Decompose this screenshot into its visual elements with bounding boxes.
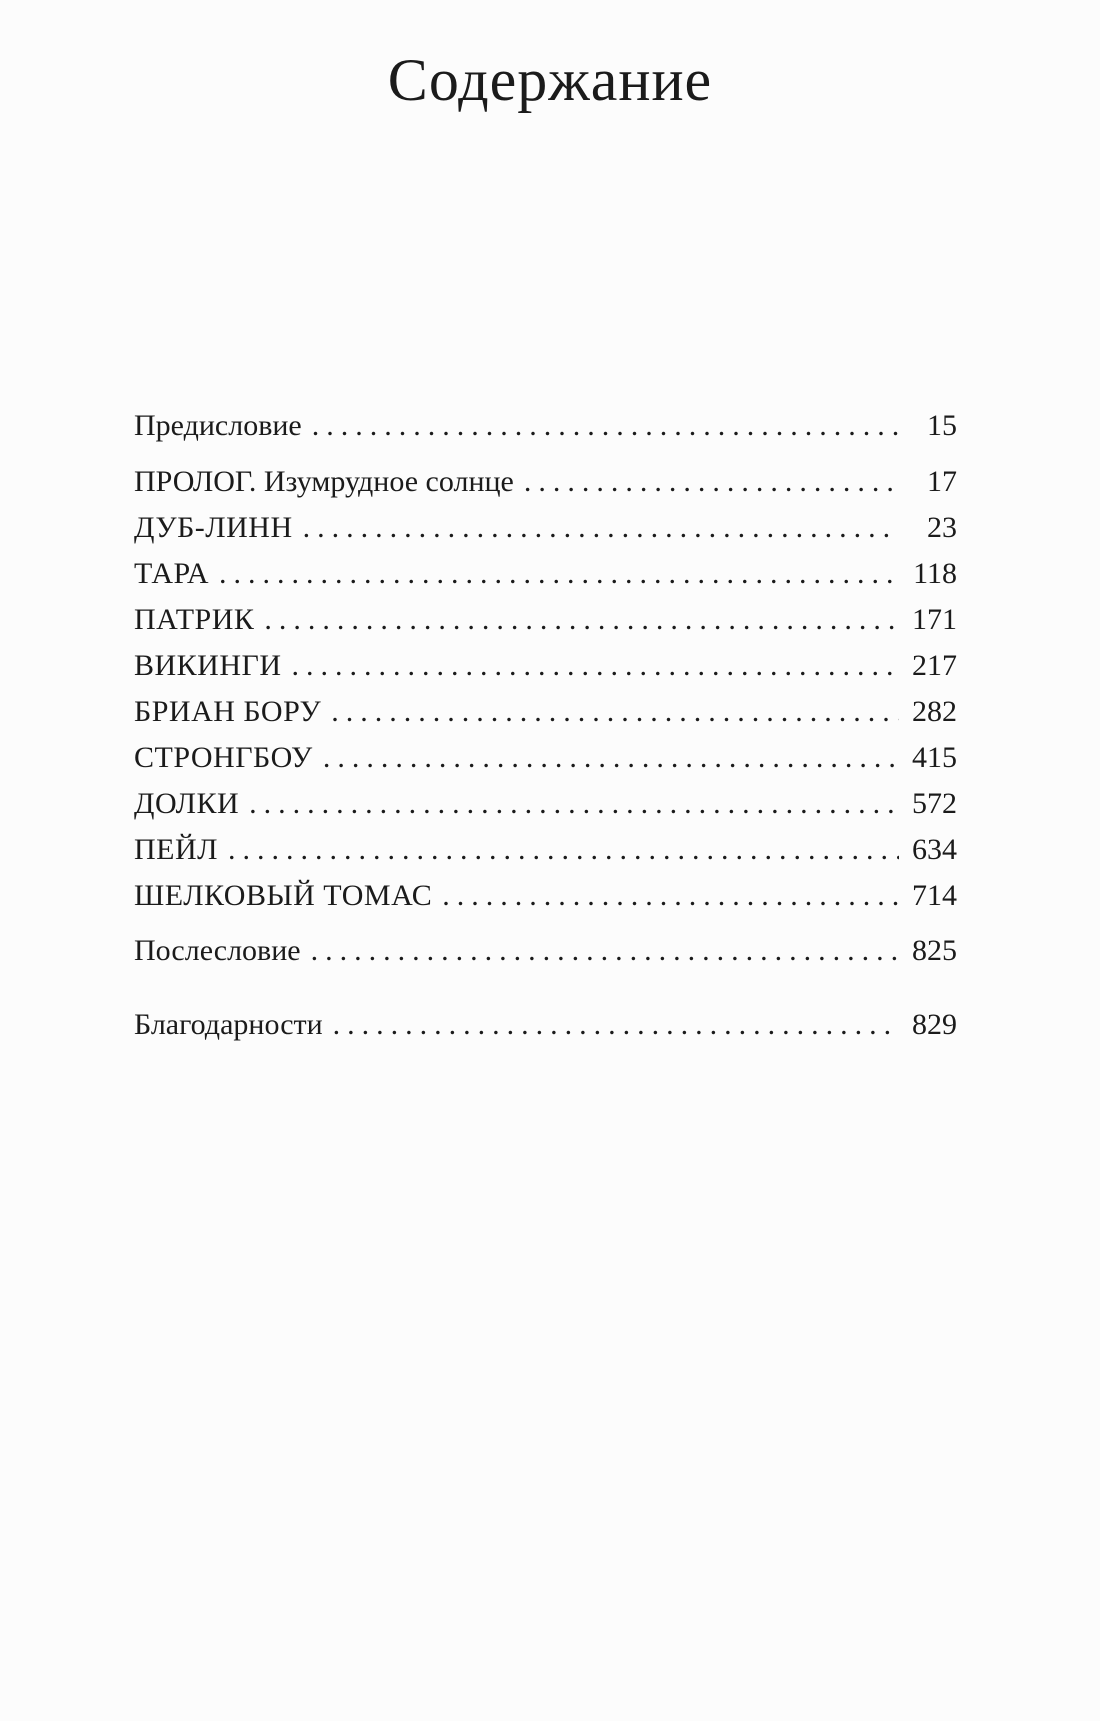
dot-leader <box>331 689 899 735</box>
toc-entry-label: Послесловие <box>134 934 301 967</box>
dot-leader <box>292 643 899 689</box>
toc-entry-page: 714 <box>912 879 957 912</box>
toc-entry-label: ТАРА <box>134 557 210 590</box>
dot-leader <box>219 551 899 597</box>
dot-leader <box>442 873 899 919</box>
page-title: Содержание <box>387 47 713 113</box>
dot-leader <box>303 505 899 551</box>
toc-entry-page: 23 <box>927 511 957 544</box>
toc-entry-page: 634 <box>912 833 957 866</box>
dot-leader <box>264 597 899 643</box>
dot-leader <box>333 1002 899 1048</box>
dot-leader <box>311 928 899 974</box>
toc-entry-page: 118 <box>913 557 957 590</box>
toc-entry-page: 17 <box>927 465 957 498</box>
toc-entry-page: 825 <box>912 934 957 967</box>
toc-entry-label: ПАТРИК <box>134 603 255 636</box>
toc-entry-label: ПЕЙЛ <box>134 833 219 866</box>
toc-entry-page: 829 <box>912 1008 957 1041</box>
toc-entry-label: ВИКИНГИ <box>134 649 282 682</box>
toc-entry <box>134 403 957 449</box>
dot-leader <box>312 403 899 449</box>
dot-leader <box>524 459 899 505</box>
toc-entry-page: 15 <box>927 409 957 442</box>
toc-entry <box>134 597 957 643</box>
dot-leader <box>323 735 899 781</box>
toc-entry-page: 415 <box>912 741 957 774</box>
dot-leader <box>228 827 899 873</box>
toc-entry-label: Благодарности <box>134 1008 323 1041</box>
toc-entry-label: БРИАН БОРУ <box>134 695 322 728</box>
toc-entry <box>134 928 957 974</box>
toc-entry <box>134 505 957 551</box>
dot-leader <box>249 781 899 827</box>
toc-entry-page: 217 <box>912 649 957 682</box>
toc-entry-label: ШЕЛКОВЫЙ ТОМАС <box>134 879 433 912</box>
toc-entry <box>134 459 957 505</box>
toc-entry-label: СТРОНГБОУ <box>134 741 313 774</box>
toc-entry-page: 171 <box>912 603 957 636</box>
table-of-contents <box>134 403 957 1048</box>
toc-entry-page: 282 <box>912 695 957 728</box>
toc-entry-label: ДОЛКИ <box>134 787 240 820</box>
toc-entry <box>134 551 957 597</box>
toc-entry-page: 572 <box>912 787 957 820</box>
toc-entry <box>134 1002 957 1048</box>
toc-entry-label: Предисловие <box>134 409 302 442</box>
toc-entry <box>134 781 957 827</box>
toc-entry <box>134 873 957 919</box>
toc-entry-label: ДУБ-ЛИНН <box>134 511 293 544</box>
toc-entry-label: ПРОЛОГ. Изумрудное солнце <box>134 465 514 498</box>
toc-entry <box>134 689 957 735</box>
toc-entry <box>134 827 957 873</box>
toc-entry <box>134 643 957 689</box>
toc-entry <box>134 735 957 781</box>
